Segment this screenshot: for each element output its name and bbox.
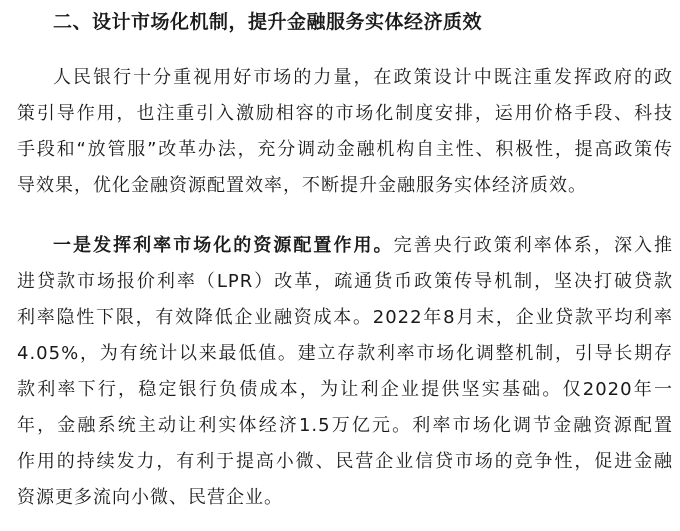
paragraph-line: 利率隐性下限，有效降低企业融资成本。2022年8月末，企业贷款平均利率 [17,307,673,328]
paragraph-line: 资源更多流向小微、民营企业。 [17,487,283,508]
paragraph-line: 进贷款市场报价利率（LPR）改革，疏通货币政策传导机制，坚决打破贷款 [17,271,673,292]
lead-sentence: 一是发挥利率市场化的资源配置作用。 [53,235,394,256]
section-heading: 二、设计市场化机制，提升金融服务实体经济质效 [53,11,483,33]
paragraph-line: 策引导作用，也注重引入激励相容的市场化制度安排，运用价格手段、科技 [17,103,673,124]
paragraph-line: 手段和“放管服”改革办法，充分调动金融机构自主性、积极性，提高政策传 [17,139,673,160]
paragraph-1 [17,60,673,204]
paragraph-line: 人民银行十分重视用好市场的力量，在政策设计中既注重发挥政府的政 [53,67,673,88]
paragraph-line [17,228,673,264]
lead-rest: 完善央行政策利率体系，深入推 [393,235,674,256]
paragraph-line: 年，金融系统主动让利实体经济1.5万亿元。利率市场化调节金融资源配置 [17,415,673,436]
paragraph-line: 导效果，优化金融资源配置效率，不断提升金融服务实体经济质效。 [17,175,587,196]
document-body [17,4,673,516]
paragraph-line: 作用的持续发力，有利于提高小微、民营企业信贷市场的竞争性，促进金融 [17,451,673,472]
paragraph-line: 款利率下行，稳定银行负债成本，为让利企业提供坚实基础。仅2020年一 [17,379,673,400]
paragraph-2 [17,228,673,516]
paragraph-line: 4.05%，为有统计以来最低值。建立存款利率市场化调整机制，引导长期存 [17,343,673,364]
